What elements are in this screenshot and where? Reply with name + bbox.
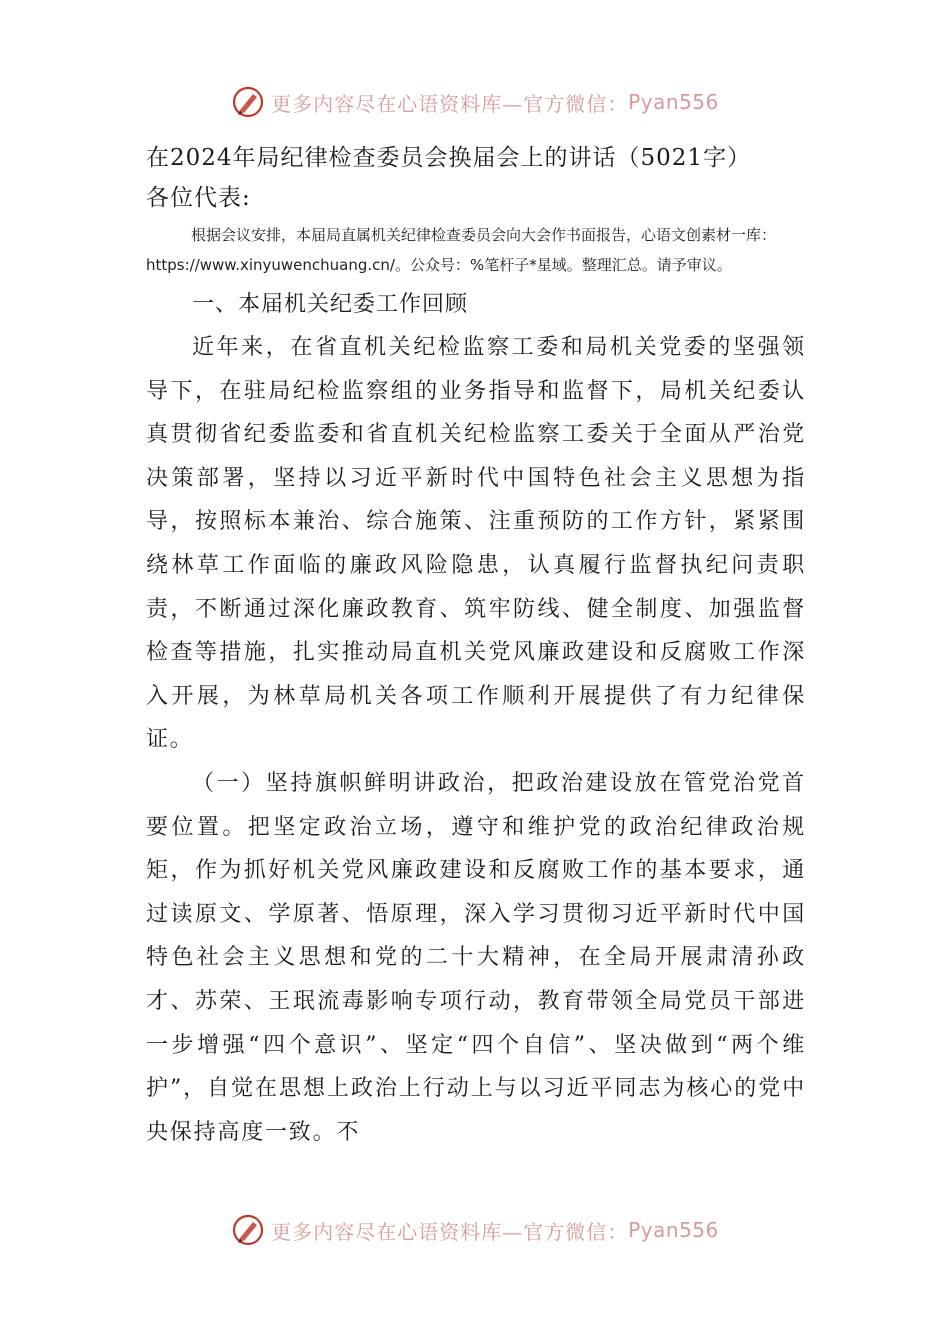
watermark-text: 更多内容尽在心语资料库—官方微信： [271, 1219, 629, 1244]
pen-logo-icon [231, 1213, 265, 1247]
watermark-brand: Pyan556 [628, 90, 719, 114]
watermark-text: 更多内容尽在心语资料库—官方微信： [271, 91, 629, 116]
watermark-brand: Pyan556 [628, 1218, 719, 1242]
source-note: 根据会议安排，本届局直属机关纪律检查委员会向大会作书面报告，心语文创素材一库：https://www.xinyuwenchuang.cn/。公众号：%笔杆子*星域。整理汇总。请予审议。 [146, 226, 777, 274]
document-body [146, 138, 806, 1154]
salutation: 各位代表: [146, 185, 251, 211]
header-watermark [0, 82, 950, 122]
document-title: 在2024年局纪律检查委员会换届会上的讲话（5021字） [146, 145, 752, 171]
pen-logo-icon [231, 85, 265, 119]
paragraph: 近年来，在省直机关纪检监察工委和局机关党委的坚强领导下，在驻局纪检监察组的业务指导和监督下，局机关纪委认真贯彻省纪委监委和省直机关纪检监察工委关于全面从严治党决策部署，坚持以习近平新时代中国特色社会主义思想为指导，按照标本兼治、综合施策、注重预防的工作方针，紧紧围绕林草工作面临的廉政风险隐患，认真履行监督执纪问责职责，不断通过深化廉政教育、筑牢防线、健全制度、加强监督检查等措施，扎实推动局直机关党风廉政建设和反腐败工作深入开展，为林草局机关各项工作顺利开展提供了有力纪律保证。 [146, 335, 806, 753]
section-heading: 一、本届机关纪委工作回顾 [192, 292, 469, 317]
footer-watermark [0, 1210, 950, 1250]
paragraph: （一）坚持旗帜鲜明讲政治，把政治建设放在管党治党首要位置。把坚定政治立场，遵守和维护党的政治纪律政治规矩，作为抓好机关党风廉政建设和反腐败工作的基本要求，通过读原文、学原著、悟原理，深入学习贯彻习近平新时代中国特色社会主义思想和党的二十大精神，在全局开展肃清孙政才、苏荣、王珉流毒影响专项行动，教育带领全局党员干部进一步增强“四个意识”、坚定“四个自信”、坚决做到“两个维护”，自觉在思想上政治上行动上与以习近平同志为核心的党中央保持高度一致。不 [146, 770, 806, 1145]
